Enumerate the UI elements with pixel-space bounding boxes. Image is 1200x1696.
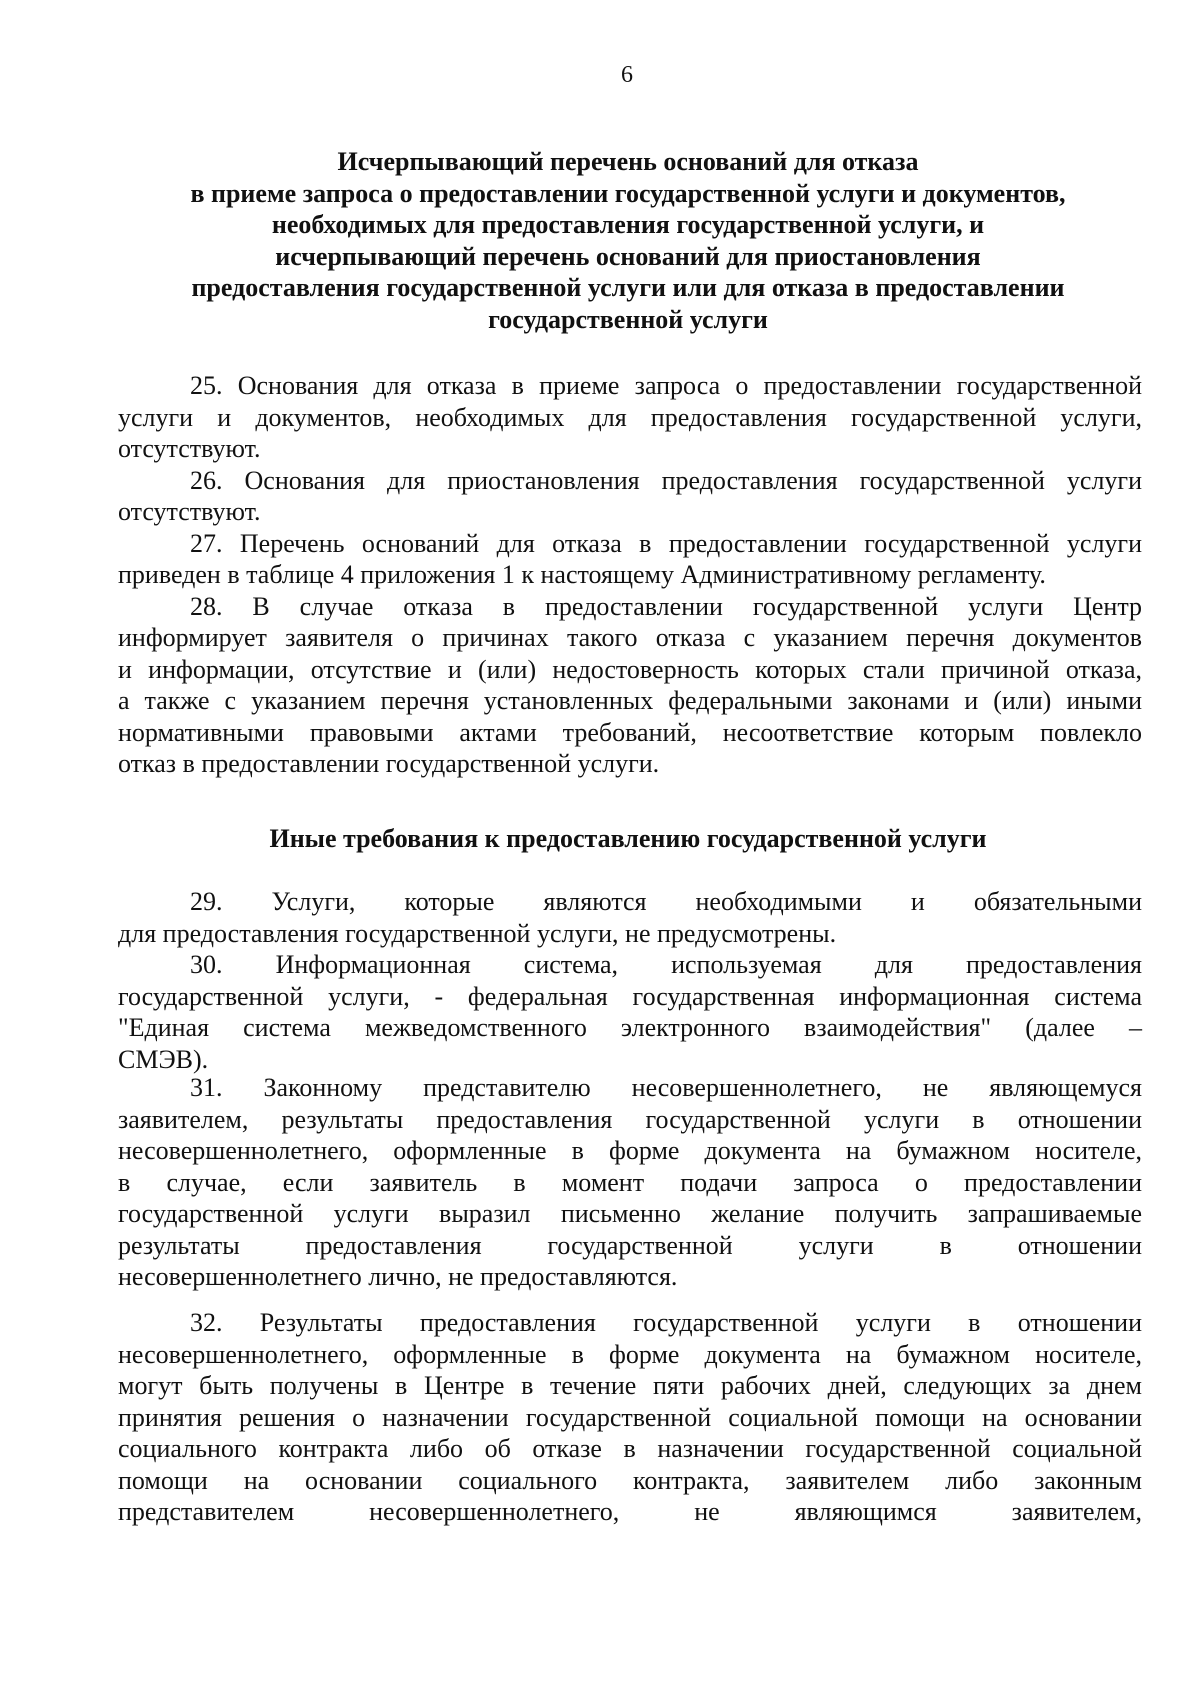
text-line: 29. Услуги, которые являются необходимыми и обязательными — [190, 887, 1142, 916]
paragraph-26 — [118, 465, 1142, 528]
text-line: приведен в таблице 4 приложения 1 к настоящему Административному регламенту. — [118, 560, 1046, 589]
text-line: отказ в предоставлении государственной услуги. — [118, 749, 660, 778]
text-line: 28. В случае отказа в предоставлении государственной услуги Центр — [190, 591, 1142, 621]
text-line: а также с указанием перечня установленных федеральными законами и (или) иными — [118, 686, 1142, 715]
text-line: "Единая система межведомственного электронного взаимодействия" (далее – — [118, 1013, 1142, 1042]
text-line: СМЭВ). — [118, 1044, 209, 1074]
paragraph-30 — [118, 949, 1142, 1075]
text-line: нормативными правовыми актами требований, несоответствие которым повлекло — [118, 717, 1142, 747]
text-line: государственной услуги выразил письменно желание получить запрашиваемые — [118, 1199, 1142, 1228]
heading-line: предоставления государственной услуги или для отказа в предоставлении — [191, 273, 1065, 302]
section-heading-refusal-grounds — [118, 146, 1138, 335]
text-line: информирует заявителя о причинах такого отказа с указанием перечня документов — [118, 623, 1142, 652]
text-line: отсутствуют. — [118, 434, 261, 463]
paragraph-28 — [118, 591, 1142, 780]
heading-line: государственной услуги — [488, 304, 768, 334]
paragraph-29 — [118, 886, 1142, 949]
heading-line: исчерпывающий перечень оснований для приостановления — [275, 241, 981, 271]
heading-line: в приеме запроса о предоставлении государственной услуги и документов, — [190, 178, 1066, 208]
text-line: отсутствуют. — [118, 497, 261, 526]
text-line: 25. Основания для отказа в приеме запроса о предоставлении государственной — [190, 371, 1142, 400]
section1-body — [118, 370, 1142, 780]
text-line: принятия решения о назначении государственной социальной помощи на основании — [118, 1402, 1142, 1432]
section2-body — [118, 886, 1142, 1075]
text-line: 32. Результаты предоставления государственной услуги в отношении — [190, 1308, 1142, 1337]
paragraph-31 — [118, 1072, 1142, 1293]
paragraph-27 — [118, 528, 1142, 591]
text-line: представителем несовершеннолетнего, не являющимся заявителем, — [118, 1497, 1142, 1526]
paragraph-25 — [118, 370, 1142, 465]
text-line: результаты предоставления государственной услуги в отношении — [118, 1230, 1142, 1260]
text-line: помощи на основании социального контракта, заявителем либо законным — [118, 1465, 1142, 1495]
text-line: несовершеннолетнего лично, не предоставляются. — [118, 1262, 678, 1291]
text-line: заявителем, результаты предоставления государственной услуги в отношении — [118, 1104, 1142, 1134]
text-line: 31. Законному представителю несовершеннолетнего, не являющемуся — [190, 1073, 1142, 1102]
text-line: 26. Основания для приостановления предоставления государственной услуги — [190, 465, 1142, 495]
text-line: социального контракта либо об отказе в назначении государственной социальной — [118, 1434, 1142, 1463]
text-line: 30. Информационная система, используемая для предоставления — [190, 950, 1142, 979]
text-line: несовершеннолетнего, оформленные в форме документа на бумажном носителе, — [118, 1339, 1142, 1369]
section2-body-cont — [118, 1072, 1142, 1293]
paragraph-32 — [118, 1307, 1142, 1528]
heading-line: необходимых для предоставления государственной услуги, и — [271, 210, 985, 239]
text-line: 27. Перечень оснований для отказа в предоставлении государственной услуги — [190, 528, 1142, 558]
heading-line: Исчерпывающий перечень оснований для отказа — [337, 147, 919, 176]
heading-line: Иные требования к предоставлению государственной услуги — [269, 824, 987, 853]
text-line: и информации, отсутствие и (или) недостоверность которых стали причиной отказа, — [118, 654, 1142, 684]
section-heading-other-requirements — [118, 823, 1138, 855]
text-line: несовершеннолетнего, оформленные в форме документа на бумажном носителе, — [118, 1136, 1142, 1165]
text-line: услуги и документов, необходимых для предоставления государственной услуги, — [118, 402, 1142, 432]
text-line: могут быть получены в Центре в течение пяти рабочих дней, следующих за днем — [118, 1371, 1142, 1400]
text-line: для предоставления государственной услуги, не предусмотрены. — [118, 918, 837, 948]
text-line: государственной услуги, - федеральная государственная информационная система — [118, 981, 1142, 1011]
text-line: в случае, если заявитель в момент подачи запроса о предоставлении — [118, 1167, 1142, 1197]
section2-body-cont2 — [118, 1307, 1142, 1528]
page-number: 6 — [621, 62, 633, 88]
